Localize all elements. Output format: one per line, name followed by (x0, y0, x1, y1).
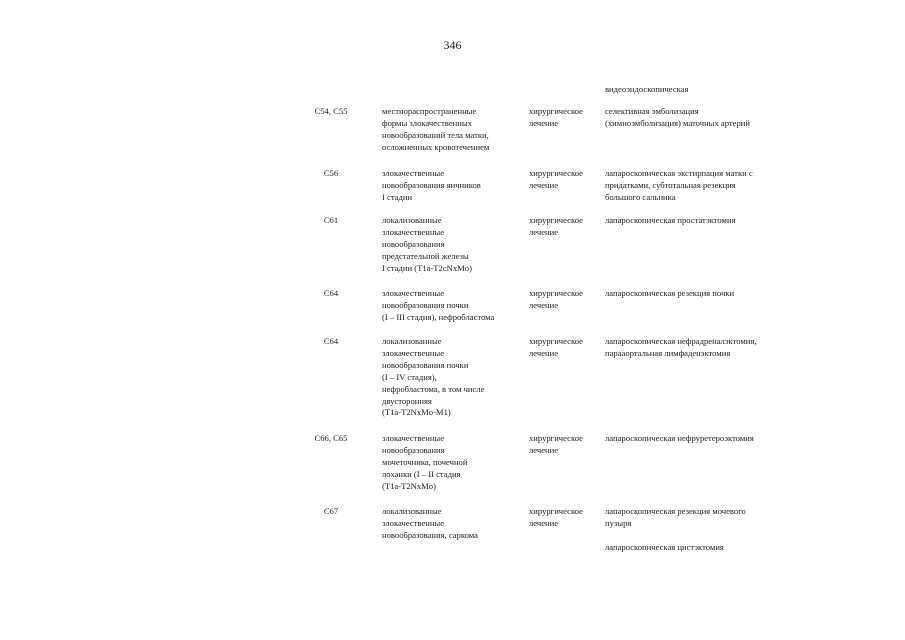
row-treatment: хирургическое лечение (529, 506, 583, 528)
row-code: C66, C65 (314, 433, 348, 443)
row-code: C54, C55 (314, 106, 348, 116)
row-method: лапароскопическая цистэктомия (605, 542, 724, 552)
row-treatment: хирургическое лечение (529, 288, 583, 310)
row-diagnosis: местнораспространенные формы злокачественных новообразований тела матки, осложненных кровотечением (382, 106, 490, 152)
row-code: C61 (323, 215, 339, 225)
row-diagnosis: локализованные злокачественные новообразования предстательной железы I стадии (T1a-T2cNxMo) (382, 215, 472, 273)
row-method: лапароскопическая простатэктомия (605, 215, 736, 225)
row-diagnosis: локализованные злокачественные новообразования почки (I – IV стадия), нефробластома, в том числе двусторонняя (T1a-T2NxMo-M1) (382, 336, 485, 418)
row-method: лапароскопическая резекция мочевого пузыря (605, 506, 746, 528)
row-method: лапароскопическая нефруретероэктомия (605, 433, 754, 443)
row-treatment: хирургическое лечение (529, 336, 583, 358)
row-treatment: хирургическое лечение (529, 215, 583, 237)
row-code: C67 (323, 506, 339, 516)
row-treatment: хирургическое лечение (529, 433, 583, 455)
row-method: лапароскопическая резекция почки (605, 288, 735, 298)
row-diagnosis: злокачественные новообразования почки (I – III стадия), нефробластома (382, 288, 495, 322)
row-diagnosis: злокачественные новообразования мочеточника, почечной лоханки (I – II стадия (T1a-T2NxMo) (382, 433, 468, 491)
row-diagnosis: злокачественные новообразования яичников I стадии (382, 168, 481, 202)
row-code: C64 (323, 288, 339, 298)
row-method: лапароскопическая экстирпация матки с придатками, субтотальная резекция большого сальника (605, 168, 753, 202)
row-treatment: хирургическое лечение (529, 168, 583, 190)
row-diagnosis: локализованные злокачественные новообразования, саркома (382, 506, 478, 540)
row-code: C56 (323, 168, 339, 178)
row-method: лапароскопическая нефрадреналэктомия, параaортальная лимфаденэктомия (605, 336, 757, 358)
row-treatment: хирургическое лечение (529, 106, 583, 128)
row-method: селективная эмболизация (химиоэмболизация) маточных артерий (605, 106, 750, 128)
continuation-text: видеоэндоскопическая (605, 84, 689, 94)
row-code: C64 (323, 336, 339, 346)
page-number: 346 (443, 38, 462, 52)
